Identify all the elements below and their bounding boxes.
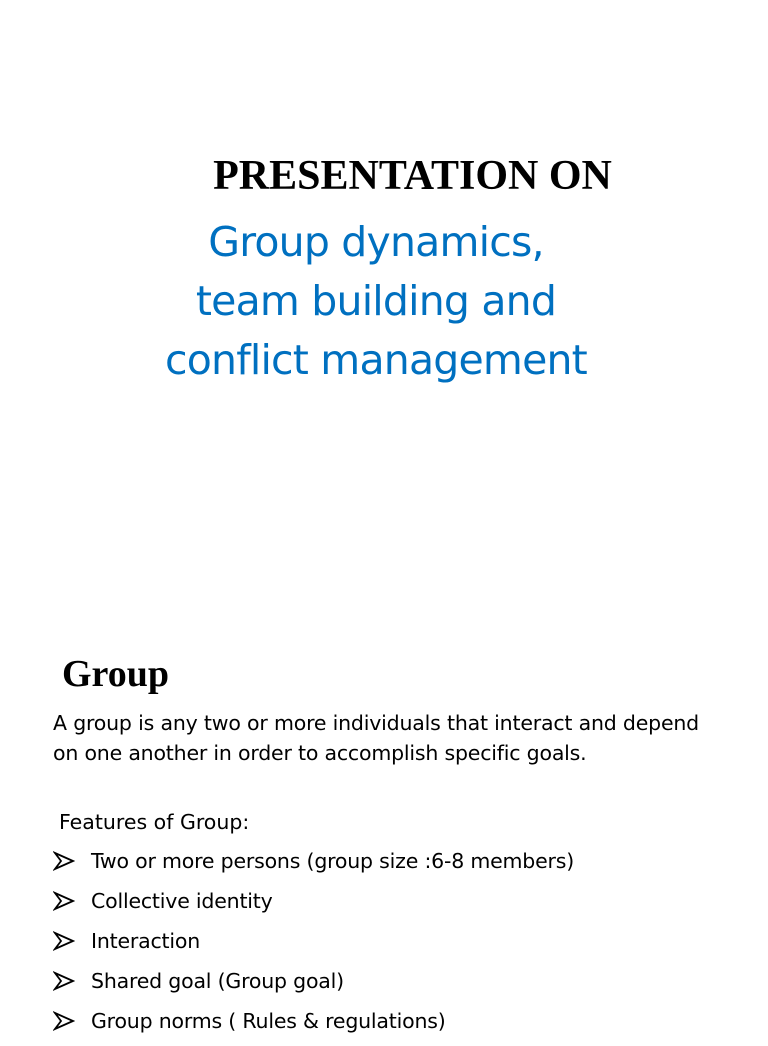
features-list [53,846,574,1046]
arrow-bullet-icon [53,970,75,992]
feature-text: Collective identity [91,889,273,913]
presentation-title [0,213,768,390]
feature-text: Interaction [91,929,201,953]
list-item [53,846,574,886]
arrow-bullet-icon [53,890,75,912]
group-definition: A group is any two or more individuals that interact and depend on one another in order to accomplish specific goals. [53,711,699,765]
list-item [53,886,574,926]
arrow-bullet-icon [53,930,75,952]
list-item [53,1006,574,1046]
list-item [53,966,574,1006]
list-item [53,926,574,966]
arrow-bullet-icon [53,1010,75,1032]
feature-text: Group norms ( Rules & regulations) [91,1009,446,1033]
group-slide [0,600,768,1033]
feature-text: Two or more persons (group size :6-8 members) [91,849,575,873]
arrow-bullet-icon [53,850,75,872]
presentation-pretitle: PRESENTATION ON [213,153,612,199]
section-heading: Group [62,653,170,695]
features-label: Features of Group: [59,810,250,834]
title-line: Group dynamics, [208,218,544,266]
title-line: team building and [195,277,557,325]
title-line: conflict management [165,336,587,384]
feature-text: Shared goal (Group goal) [91,969,344,993]
